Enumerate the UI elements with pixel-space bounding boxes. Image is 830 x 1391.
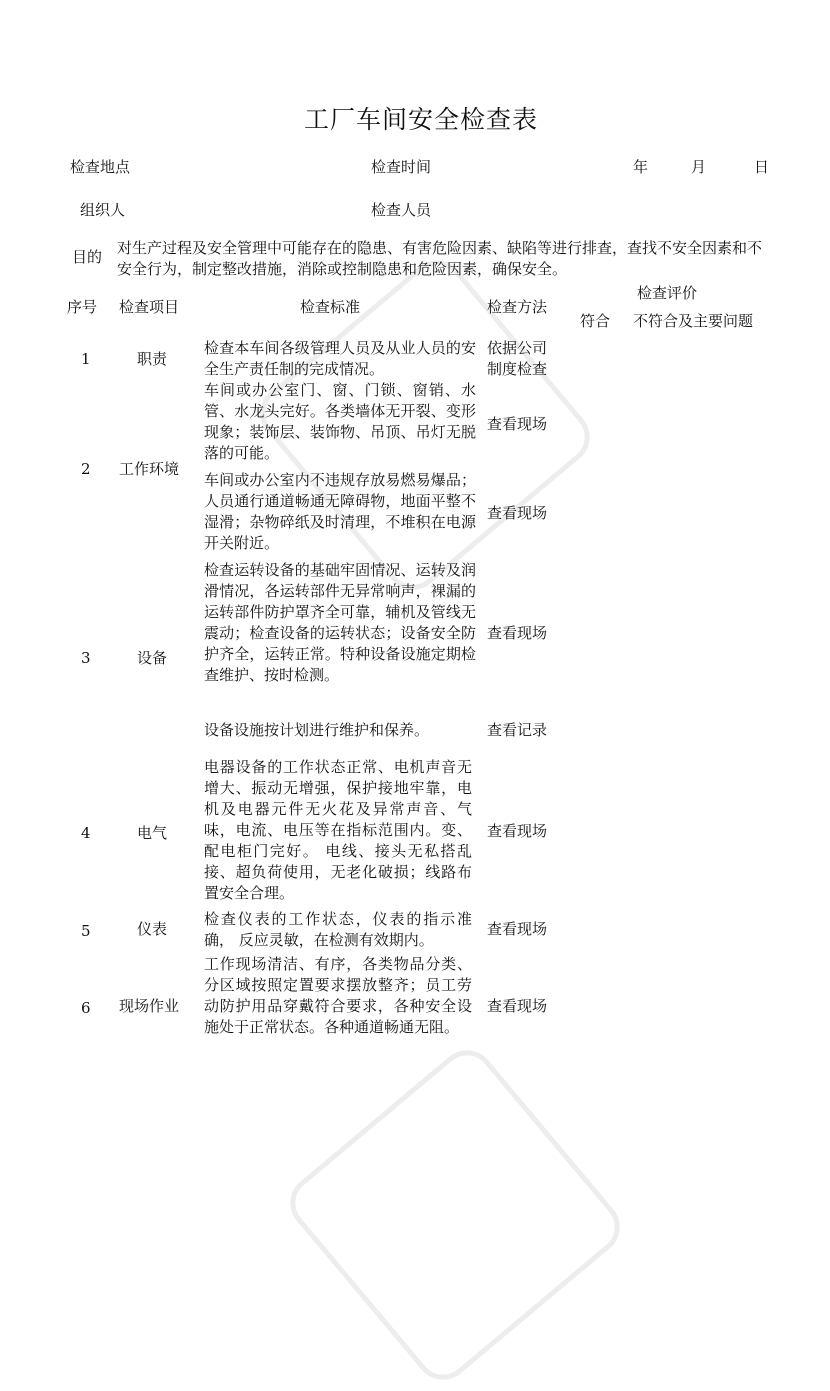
col-standard-header: 检查标准 — [300, 298, 361, 316]
year-label: 年 — [633, 158, 649, 176]
row-method: 查看现场 — [487, 997, 548, 1015]
row-number: 6 — [81, 999, 91, 1017]
row-method: 查看现场 — [487, 920, 548, 938]
row-standard: 电器设备的工作状态正常、电机声音无增大、振动无增强，保护接地牢靠，电机及电器元件无火花及异常声音、气味，电流、电压等在指标范围内。变、配电柜门完好。 电线、接头无私搭乱接、超负荷使用，无老化破损；线路布置安全合理。 — [204, 758, 472, 902]
col-item-header: 检查项目 — [119, 298, 180, 316]
row-standard: 检查仪表的工作状态，仪表的指示准确， 反应灵敏，在检测有效期内。 — [204, 910, 472, 949]
row-item: 电气 — [137, 824, 168, 842]
watermark-shape — [279, 1039, 631, 1391]
row-number: 4 — [81, 824, 91, 842]
row-number: 3 — [81, 649, 91, 667]
row-method: 查看现场 — [487, 415, 548, 433]
organizer-label: 组织人 — [80, 201, 126, 219]
col-index-header: 序号 — [67, 298, 98, 316]
month-label: 月 — [691, 158, 707, 176]
row-item: 设备 — [137, 649, 168, 667]
row-method: 查看现场 — [487, 504, 548, 522]
location-label: 检查地点 — [70, 158, 131, 176]
col-nonconform-header: 不符合及主要问题 — [633, 312, 754, 330]
row-standard: 车间或办公室内不违规存放易燃易爆品；人员通行通道畅通无障碍物，地面平整不湿滑；杂物碎纸及时清理，不堆积在电源开关附近。 — [204, 471, 476, 552]
time-label: 检查时间 — [371, 158, 432, 176]
row-standard: 车间或办公室门、窗、门锁、窗销、水管、水龙头完好。各类墙体无开裂、变形现象；装饰层、装饰物、吊顶、吊灯无脱落的可能。 — [204, 381, 476, 462]
inspector-label: 检查人员 — [371, 201, 432, 219]
row-number: 1 — [81, 350, 91, 368]
row-method: 依据公司制度检查 — [487, 339, 548, 378]
page-title: 工厂车间安全检查表 — [304, 105, 539, 134]
purpose-text: 对生产过程及安全管理中可能存在的隐患、有害危险因素、缺陷等进行排查，查找不安全因素和不安全行为，制定整改措施，消除或控制隐患和危险因素，确保安全。 — [117, 239, 763, 278]
purpose-label: 目的 — [72, 248, 103, 266]
col-evaluation-header: 检查评价 — [637, 284, 698, 302]
row-number: 2 — [81, 460, 91, 478]
day-label: 日 — [754, 158, 770, 176]
row-method: 查看现场 — [487, 624, 548, 642]
col-conform-header: 符合 — [580, 312, 611, 330]
row-standard: 检查本车间各级管理人员及从业人员的安全生产责任制的完成情况。 — [204, 339, 476, 378]
row-method: 查看现场 — [487, 822, 548, 840]
row-standard: 检查运转设备的基础牢固情况、运转及润滑情况，各运转部件无异常响声，裸漏的运转部件防护罩齐全可靠，辅机及管线无震动；检查设备的运转状态；设备安全防护齐全，运转正常。特种设备设施定期检查维护、按时检测。 — [204, 561, 476, 684]
row-method: 查看记录 — [487, 721, 548, 739]
row-item: 现场作业 — [119, 997, 180, 1015]
row-number: 5 — [81, 922, 91, 940]
col-method-header: 检查方法 — [487, 298, 548, 316]
row-item: 职责 — [137, 350, 168, 368]
row-standard: 工作现场清洁、有序，各类物品分类、分区域按照定置要求摆放整齐；员工劳动防护用品穿戴符合要求，各种安全设施处于正常状态。各种通道畅通无阻。 — [204, 955, 472, 1036]
row-item: 工作环境 — [119, 460, 180, 478]
row-standard: 设备设施按计划进行维护和保养。 — [204, 721, 430, 739]
row-item: 仪表 — [137, 920, 168, 938]
